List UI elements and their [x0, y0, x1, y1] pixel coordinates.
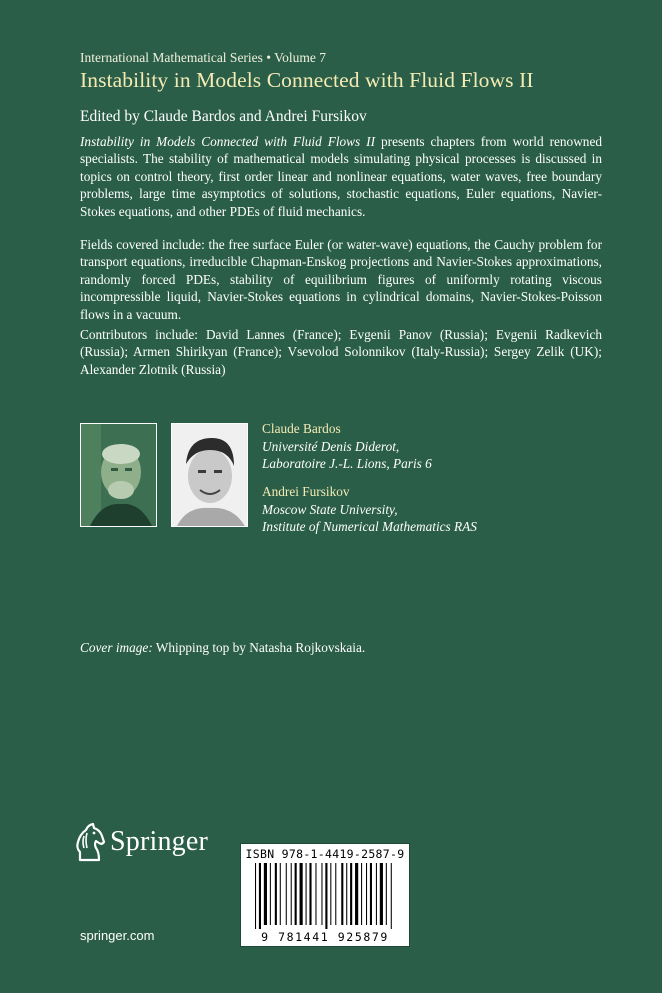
editor-affiliation-1 [262, 420, 432, 473]
barcode-bar [380, 863, 383, 925]
description-title-italic: Instability in Models Connected with Fluid Flows II [80, 134, 376, 149]
editor-name: Claude Bardos [262, 421, 341, 436]
barcode-bar [370, 863, 372, 925]
barcode-bar [306, 863, 307, 925]
editor-affiliation-2 [262, 483, 477, 536]
barcode-bar [309, 863, 311, 925]
editor-institution: Laboratoire J.-L. Lions, Paris 6 [262, 456, 432, 471]
editor-institution: Institute of Numerical Mathematics RAS [262, 519, 477, 534]
photo-andrei-fursikov [171, 423, 248, 527]
barcode-bar [315, 863, 316, 925]
cover-image-label: Cover image: [80, 640, 153, 655]
barcode-bar [270, 863, 271, 925]
contributors-paragraph: Contributors include: David Lannes (France); Evgenii Panov (Russia); Evgenii Radkevich (Russia); Armen Shirikyan (France); Vsevolod Solonnikov (Italy-Russia); Sergey Zelik (UK); Alexander Zlotnik (Russia) [80, 327, 602, 377]
barcode-bar [300, 863, 303, 925]
barcode-bar [295, 863, 297, 925]
barcode-bar [291, 863, 292, 925]
editor-institution: Moscow State University, [262, 501, 398, 517]
springer-logo [72, 822, 208, 862]
barcode-bar [366, 863, 367, 925]
publisher-url[interactable]: springer.com [80, 928, 155, 943]
barcode-bar [355, 863, 358, 925]
barcode-bar [325, 863, 327, 929]
barcode-bar [335, 863, 336, 925]
barcode-bar [321, 863, 322, 925]
barcode-bar [350, 863, 352, 925]
series-line: International Mathematical Series • Volume 7 [80, 50, 327, 65]
barcode-bar [386, 863, 387, 925]
description-paragraph [80, 133, 602, 220]
cover-image-text: Whipping top by Natasha Rojkovskaia. [152, 640, 366, 655]
barcode-bar [341, 863, 343, 925]
barcode-bars [255, 863, 397, 929]
barcode-bar [275, 863, 277, 925]
springer-wordmark: Springer [110, 826, 209, 857]
editor-institution: Université Denis Diderot, [262, 438, 400, 454]
barcode-bar [391, 863, 392, 929]
book-title: Instability in Models Connected with Fluid Flows II [80, 68, 534, 92]
barcode-bar [376, 863, 377, 925]
photo-claude-bardos [80, 423, 157, 527]
cover-image-credit [80, 640, 365, 656]
springer-knight-icon [72, 822, 106, 862]
barcode-bar [286, 863, 287, 925]
portrait-1-image [81, 424, 157, 527]
isbn-barcode [240, 843, 410, 947]
fields-paragraph: Fields covered include: the free surface Euler (or water-wave) equations, the Cauchy problem for transport equations, irreducible Chapman-Enskog projections and Navier-Stokes approximations, randomly forced PDEs, stability of equilibrium figures of uniformly rotating viscous incompressible liquid, Navier-Stokes equations in cylindrical domains, Navier-Stokes-Poisson flows in a vacuum. [80, 237, 602, 322]
barcode-bar [255, 863, 256, 929]
barcode-bar [361, 863, 362, 925]
barcode-bar [264, 863, 267, 925]
editors-line: Edited by Claude Bardos and Andrei Fursikov [80, 108, 367, 125]
barcode-bar [346, 863, 347, 925]
barcode-bar [330, 863, 331, 925]
barcode-bar [280, 863, 281, 925]
editor-name: Andrei Fursikov [262, 484, 350, 499]
description-text: presents chapters from world renowned specialists. The stability of mathematical models simulating physical processes is discussed in topics on control theory, first order linear and nonlinear equations, water waves, free boundary problems, large time asymptotics of solutions, stochastic equations, Euler equations, Navier-Stokes equations, and other PDEs of fluid mechanics. [80, 134, 602, 219]
barcode-bar [259, 863, 261, 929]
ean-digits: 9 781441 925879 [261, 930, 389, 944]
isbn-label: ISBN 978-1-4419-2587-9 [245, 847, 405, 861]
portrait-2-image [172, 424, 248, 527]
